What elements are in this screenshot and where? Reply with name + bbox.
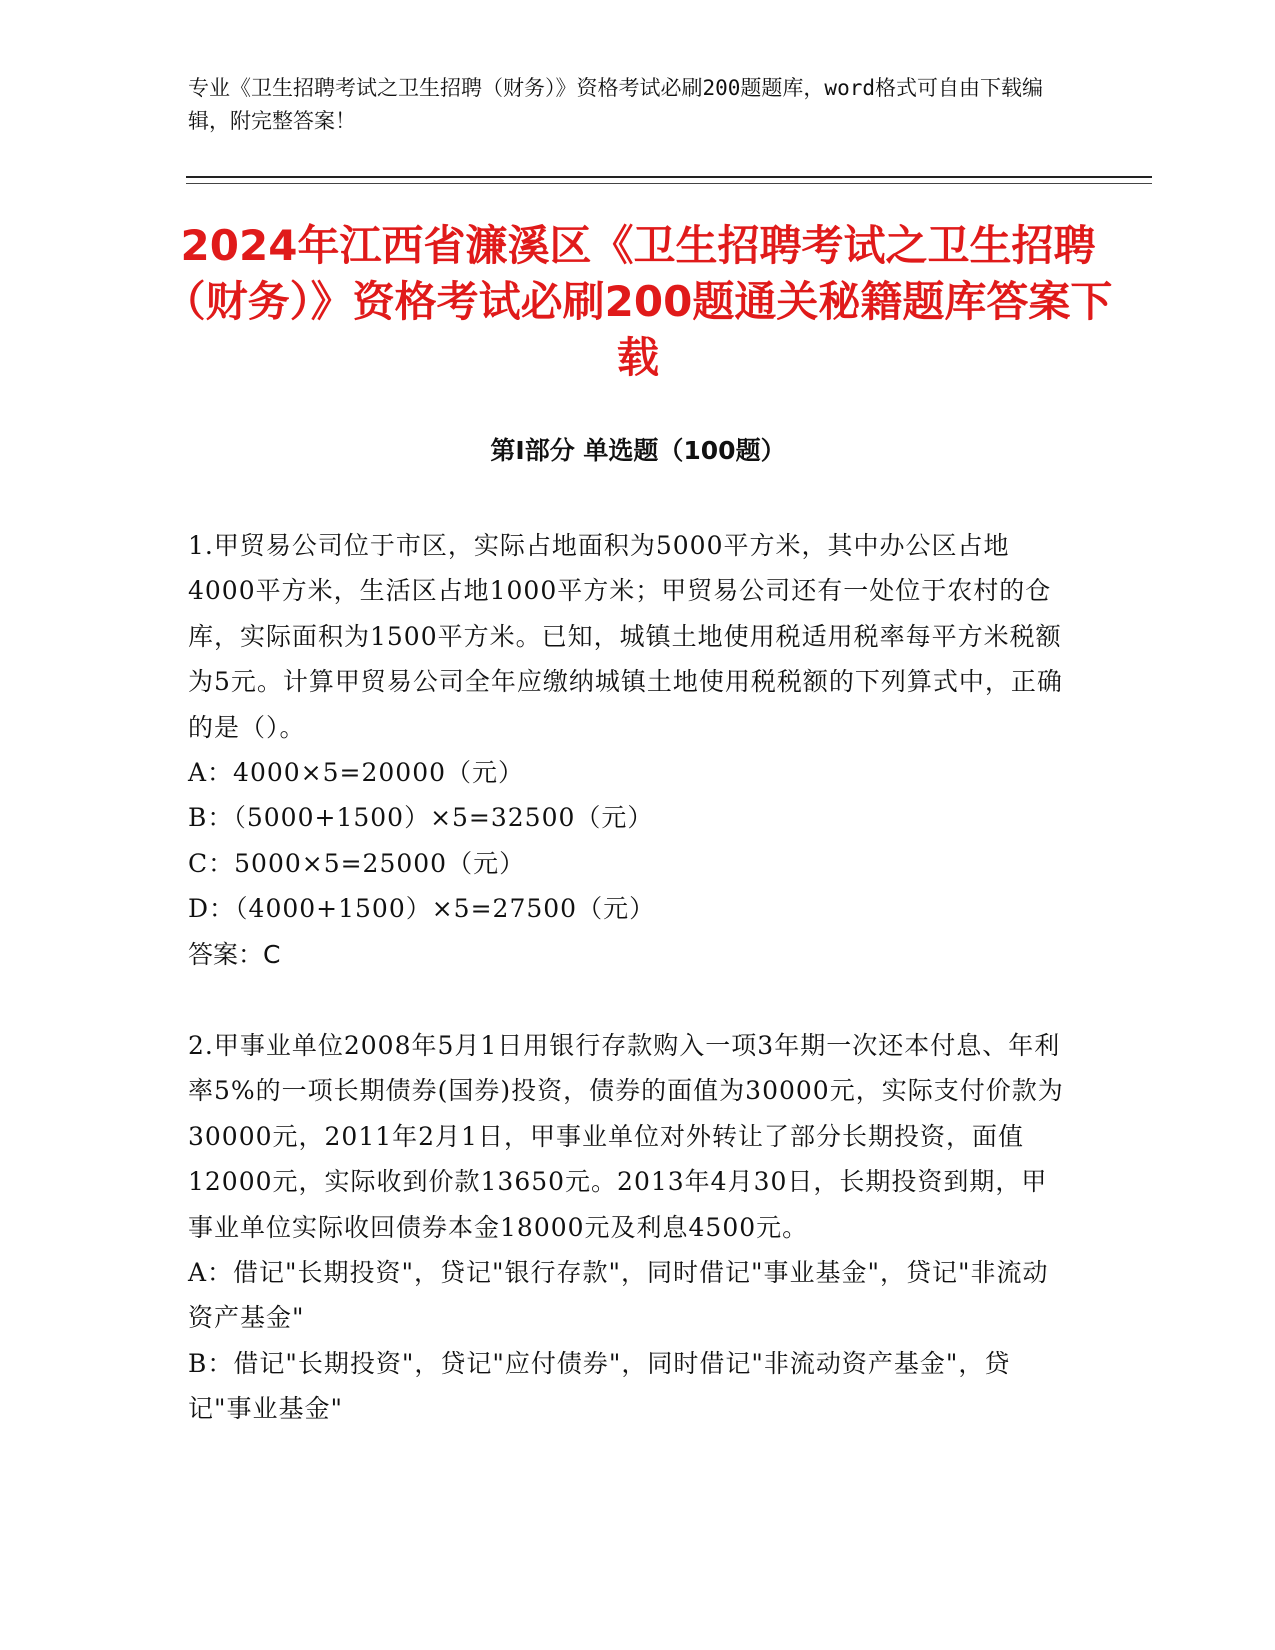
option-a: A：借记"长期投资"，贷记"银行存款"，同时借记"事业基金"，贷记"非流动资产基金" [188, 1258, 1049, 1333]
header-note: 专业《卫生招聘考试之卫生招聘（财务）》资格考试必刷200题题库，word格式可自由下载编辑，附完整答案！ [188, 76, 1043, 133]
answer-line: 答案：C [188, 939, 281, 969]
section-heading: 第Ⅰ部分 单选题（100题） [490, 436, 786, 465]
option-b: B：借记"长期投资"，贷记"应付债券"，同时借记"非流动资产基金"，贷记"事业基金" [188, 1348, 1011, 1424]
question-1 [188, 523, 1068, 977]
header-rule-thin [186, 183, 1152, 184]
option-b: B：（5000+1500）×5=32500（元） [188, 803, 654, 833]
document-title: 2024年江西省濂溪区《卫生招聘考试之卫生招聘（财务）》资格考试必刷200题通关秘籍题库答案下载 [163, 221, 1113, 382]
question-stem: 2.甲事业单位2008年5月1日用银行存款购入一项3年期一次还本付息、年利率5%的一项长期债券(国券)投资，债券的面值为30000元，实际支付价款为30000元，2011年2月1日，甲事业单位对外转让了部分长期投资，面值12000元，实际收到价款13650元。2013年4月30日，长期投资到期，甲事业单位实际收回债券本金18000元及利息4500元。 [188, 1031, 1064, 1242]
question-stem: 1.甲贸易公司位于市区，实际占地面积为5000平方米，其中办公区占地4000平方米，生活区占地1000平方米；甲贸易公司还有一处位于农村的仓库，实际面积为1500平方米。已知，城镇土地使用税适用税率每平方米税额为5元。计算甲贸易公司全年应缴纳城镇土地使用税税额的下列算式中，正确的是（）。 [188, 531, 1063, 742]
option-a: A：4000×5=20000（元） [188, 758, 525, 788]
option-d: D：（4000+1500）×5=27500（元） [188, 894, 656, 924]
header-rule-thick [186, 176, 1152, 178]
question-2 [188, 1023, 1068, 1432]
option-c: C：5000×5=25000（元） [188, 848, 526, 878]
